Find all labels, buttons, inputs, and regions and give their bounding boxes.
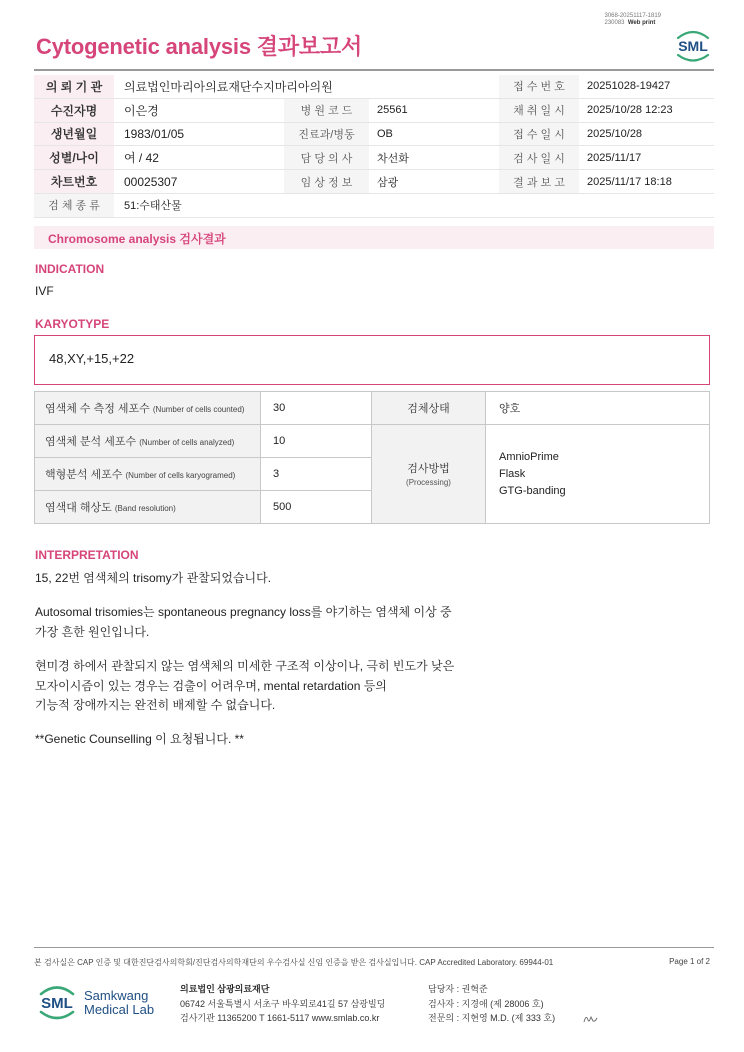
receipt-no-label: 접 수 번 호 (499, 75, 579, 98)
specimen-value: 51:수태산물 (114, 193, 714, 217)
cells-counted-value: 30 (261, 392, 372, 425)
section-header-text: Chromosome analysis 검사결과 (48, 232, 226, 246)
interpretation-heading: INTERPRETATION (35, 548, 139, 562)
dept-label: 진료과/병동 (284, 122, 369, 146)
staff-info: 담당자 : 권혁준 검사자 : 지경애 (제 28006 호) 전문의 : 지현영 M.D. (제 333 호) (428, 984, 556, 1023)
info-row (34, 75, 714, 98)
cells-karyogramed-value: 3 (261, 458, 372, 491)
cells-karyogramed-label: 핵형분석 세포수 (Number of cells karyogramed) (35, 458, 261, 491)
info-row (34, 98, 714, 122)
method-value: AmnioPrime Flask GTG-banding (486, 425, 710, 524)
interpretation-p2-line2: 가장 흔한 원인입니다. (35, 625, 150, 639)
hospital-code-value: 25561 (369, 98, 499, 122)
lab-name: Samkwang Medical Lab (84, 988, 155, 1017)
patient-value: 이은경 (114, 98, 284, 122)
page-number: Page 1 of 2 (669, 957, 710, 966)
cells-analyzed-label: 염색체 분석 세포수 (Number of cells analyzed) (35, 425, 261, 458)
test-date-value: 2025/11/17 (579, 146, 714, 170)
cells-row (35, 425, 710, 458)
dept-value: OB (369, 122, 499, 146)
birth-label: 생년월일 (34, 122, 114, 146)
patient-info-table (34, 75, 714, 218)
interpretation-p2-line1: Autosomal trisomies는 spontaneous pregnancy loss를 야기하는 염색체 이상 중 (35, 605, 452, 619)
info-row (34, 193, 714, 217)
cells-analyzed-value: 10 (261, 425, 372, 458)
sml-logo-icon (672, 26, 714, 66)
receipt-date-label: 접 수 일 시 (499, 122, 579, 146)
interpretation-p3-line3: 기능적 장애까지는 완전히 배제할 수 없습니다. (35, 698, 276, 712)
receipt-no-value: 20251028-19427 (579, 75, 714, 98)
hospital-code-label: 병 원 코 드 (284, 98, 369, 122)
indication-value: IVF (35, 284, 54, 298)
info-row (34, 146, 714, 170)
interpretation-p4: **Genetic Counselling 이 요청됩니다. ** (35, 732, 244, 746)
report-label: 결 과 보 고 (499, 170, 579, 194)
band-resolution-label: 염색대 해상도 (Band resolution) (35, 491, 261, 524)
specimen-state-label: 검체상태 (372, 392, 486, 425)
lab-address: 의료법인 삼광의료재단 06742 서울특별시 서초구 바우뫼로41길 57 삼광빌딩 검사기관 11365200 T 1661-5117 www.smlab.co.kr (180, 984, 386, 1023)
collect-value: 2025/10/28 12:23 (579, 98, 714, 122)
cell-count-table (34, 391, 710, 524)
sml-footer-logo-text: SML (41, 995, 73, 1012)
patient-label: 수진자명 (34, 98, 114, 122)
karyotype-heading: KARYOTYPE (35, 317, 110, 331)
doctor-value: 차선화 (369, 146, 499, 170)
interpretation-p3-line1: 현미경 하에서 관찰되지 않는 염색체의 미세한 구조적 이상이나, 극히 빈도가 낮은 (35, 659, 455, 673)
footer-divider (34, 947, 714, 948)
indication-heading: INDICATION (35, 262, 105, 276)
report-title: Cytogenetic analysis 결과보고서 (36, 34, 363, 59)
birth-value: 1983/01/05 (114, 122, 284, 146)
doctor-label: 담 당 의 사 (284, 146, 369, 170)
document-code: 3068-20251117-1819 230083 Web print (604, 13, 661, 26)
cells-row (35, 392, 710, 425)
test-date-label: 검 사 일 시 (499, 146, 579, 170)
cells-counted-label: 염색체 수 측정 세포수 (Number of cells counted) (35, 392, 261, 425)
clinical-value: 삼광 (369, 170, 499, 194)
method-label: 검사방법 (Processing) (372, 425, 486, 524)
chromosome-analysis-header (34, 226, 714, 249)
karyotype-box (34, 335, 710, 385)
sml-logo-text: SML (678, 38, 708, 54)
specimen-label: 검 체 종 류 (34, 193, 114, 217)
band-resolution-value: 500 (261, 491, 372, 524)
chart-no-label: 차트번호 (34, 170, 114, 194)
info-row (34, 122, 714, 146)
accreditation-note: 본 검사실은 CAP 인증 및 대한진단검사의학회/진단검사의학재단의 우수검사실 신임 인증을 받은 검사실입니다. CAP Accredited Laboratory. 69944-01 (34, 958, 554, 967)
interpretation-p3-line2: 모자이시즘이 있는 경우는 검출이 어려우며, mental retardation 등의 (35, 679, 387, 693)
info-row (34, 170, 714, 194)
collect-label: 채 취 일 시 (499, 98, 579, 122)
interpretation-p1: 15, 22번 염색체의 trisomy가 관찰되었습니다. (35, 571, 272, 585)
header-divider (34, 69, 714, 71)
karyotype-value: 48,XY,+15,+22 (49, 351, 135, 366)
clinical-label: 임 상 정 보 (284, 170, 369, 194)
sml-footer-logo-icon (36, 980, 78, 1024)
sex-age-label: 성별/나이 (34, 146, 114, 170)
receipt-date-value: 2025/10/28 (579, 122, 714, 146)
sex-age-value: 여 / 42 (114, 146, 284, 170)
request-org-label: 의 뢰 기 관 (34, 75, 114, 98)
specimen-state-value: 양호 (486, 392, 710, 425)
report-value: 2025/11/17 18:18 (579, 170, 714, 194)
chart-no-value: 00025307 (114, 170, 284, 194)
signature-icon (582, 1012, 598, 1024)
request-org-value: 의료법인마리아의료재단수지마리아의원 (114, 75, 499, 98)
